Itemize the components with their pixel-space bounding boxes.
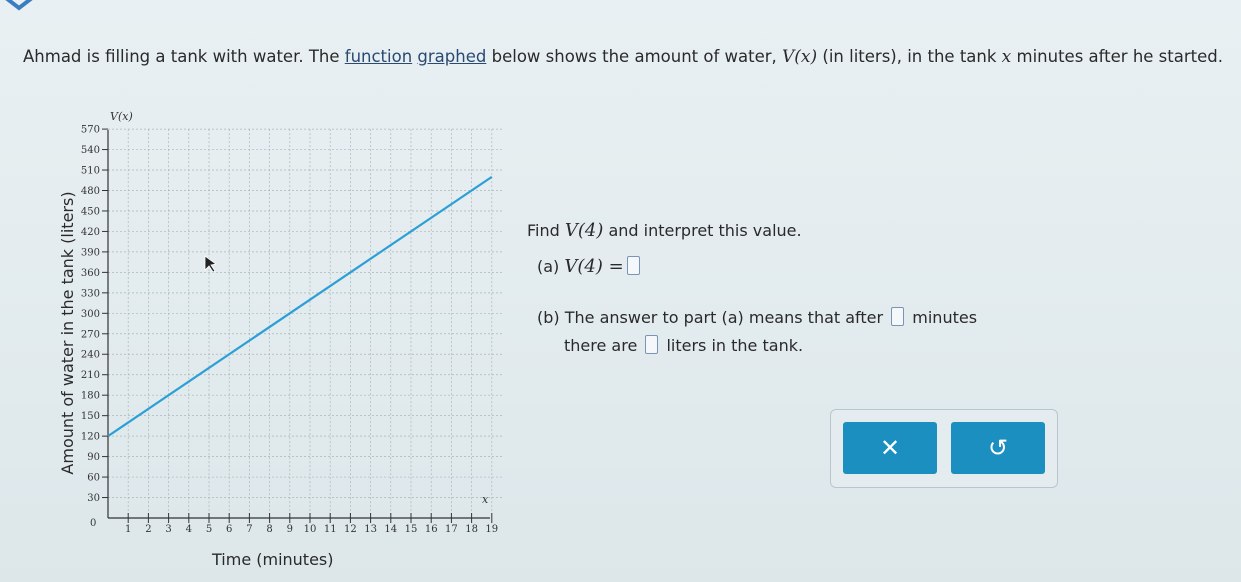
problem-text: below shows the amount of water, bbox=[486, 47, 783, 66]
y-tick-label: 510 bbox=[80, 165, 100, 177]
undo-icon: ↺ bbox=[987, 434, 1009, 462]
part-a-math: V(4) = bbox=[564, 256, 624, 277]
y-tick-label: 150 bbox=[80, 411, 100, 423]
y-tick-label: 570 bbox=[80, 124, 100, 136]
undo-button[interactable] bbox=[951, 422, 1045, 474]
x-tick-label: 14 bbox=[384, 524, 398, 535]
part-a bbox=[537, 256, 643, 278]
x-tick-label: 9 bbox=[286, 524, 293, 535]
x-tick-label: 16 bbox=[424, 524, 438, 535]
x-axis-ticks bbox=[125, 513, 498, 535]
answer-tools-panel bbox=[830, 409, 1058, 488]
y-tick-label: 390 bbox=[80, 247, 100, 259]
y-axis-title: Amount of water in the tank (liters) bbox=[58, 191, 77, 475]
x-tick-label: 3 bbox=[165, 524, 172, 535]
x-tick-label: 10 bbox=[303, 524, 317, 535]
x-tick-label: 17 bbox=[445, 524, 458, 535]
x-tick-label: 8 bbox=[266, 524, 273, 535]
x-tick-label: 6 bbox=[226, 524, 233, 535]
part-a-label: (a) bbox=[537, 257, 565, 276]
x-tick-label: 12 bbox=[344, 524, 357, 535]
x-tick-label: 5 bbox=[205, 524, 213, 535]
intro-text: and interpret this value. bbox=[603, 221, 802, 240]
y-tick-label: 60 bbox=[87, 472, 100, 484]
part-b-text: liters in the tank. bbox=[661, 336, 804, 355]
series-lines bbox=[108, 177, 492, 436]
y-tick-label: 330 bbox=[80, 288, 100, 300]
part-b-text: there are bbox=[564, 336, 643, 355]
x-tick-label: 2 bbox=[145, 524, 152, 535]
answer-input-minutes[interactable] bbox=[891, 307, 904, 326]
y-tick-label: 120 bbox=[80, 431, 100, 443]
y-tick-label: 180 bbox=[80, 390, 100, 402]
intro-math: V(4) bbox=[564, 220, 604, 241]
x-axis-title: Time (minutes) bbox=[212, 550, 334, 569]
y-axis-name: V(x) bbox=[110, 110, 133, 123]
x-tick-label: 4 bbox=[185, 524, 192, 535]
problem-statement bbox=[23, 44, 1223, 70]
intro-text: Find bbox=[527, 221, 565, 240]
y-tick-label: 300 bbox=[80, 308, 100, 320]
x-axis-name: x bbox=[482, 493, 489, 506]
y-tick-label: 210 bbox=[80, 370, 100, 382]
part-b-line2 bbox=[564, 335, 803, 357]
y-tick-label: 270 bbox=[80, 329, 100, 341]
line-graph bbox=[40, 100, 510, 540]
part-b-text: minutes bbox=[907, 308, 978, 327]
grid bbox=[108, 129, 502, 518]
answer-input-v4[interactable] bbox=[627, 256, 640, 275]
y-tick-label: 420 bbox=[80, 226, 100, 238]
graphed-link[interactable]: graphed bbox=[417, 47, 487, 66]
y-tick-label: 30 bbox=[87, 493, 100, 505]
series-line bbox=[108, 177, 492, 436]
y-tick-label: 90 bbox=[87, 452, 100, 464]
problem-text: minutes after he started. bbox=[1011, 47, 1223, 66]
close-icon: ✕ bbox=[879, 434, 901, 462]
x-tick-label: 11 bbox=[323, 524, 337, 535]
origin-label: 0 bbox=[90, 518, 97, 529]
y-tick-label: 480 bbox=[80, 185, 100, 197]
problem-text: Ahmad is filling a tank with water. The bbox=[23, 47, 345, 66]
function-notation: V(x) bbox=[782, 47, 818, 67]
part-b-label: (b) bbox=[537, 308, 560, 327]
chevron-down-icon[interactable] bbox=[0, 0, 42, 14]
y-tick-label: 240 bbox=[80, 349, 100, 361]
x-tick-label: 13 bbox=[364, 524, 377, 535]
y-tick-label: 450 bbox=[80, 206, 100, 218]
question-intro bbox=[527, 220, 802, 242]
y-tick-label: 540 bbox=[80, 145, 100, 157]
mouse-cursor-icon bbox=[205, 256, 216, 272]
clear-button[interactable] bbox=[843, 422, 937, 474]
part-b-text: The answer to part (a) means that after bbox=[559, 308, 889, 327]
x-tick-label: 7 bbox=[246, 524, 253, 535]
x-tick-label: 15 bbox=[404, 524, 418, 535]
problem-text: (in liters), in the tank bbox=[817, 47, 1002, 66]
function-link[interactable]: function bbox=[344, 47, 413, 66]
y-tick-label: 360 bbox=[80, 267, 100, 279]
part-b-line1 bbox=[537, 307, 977, 329]
y-axis-ticks bbox=[81, 125, 108, 504]
answer-input-liters[interactable] bbox=[645, 335, 658, 354]
x-tick-label: 19 bbox=[485, 524, 499, 535]
x-tick-label: 18 bbox=[465, 524, 478, 535]
variable-x: x bbox=[1001, 47, 1012, 67]
x-tick-label: 1 bbox=[125, 524, 132, 535]
